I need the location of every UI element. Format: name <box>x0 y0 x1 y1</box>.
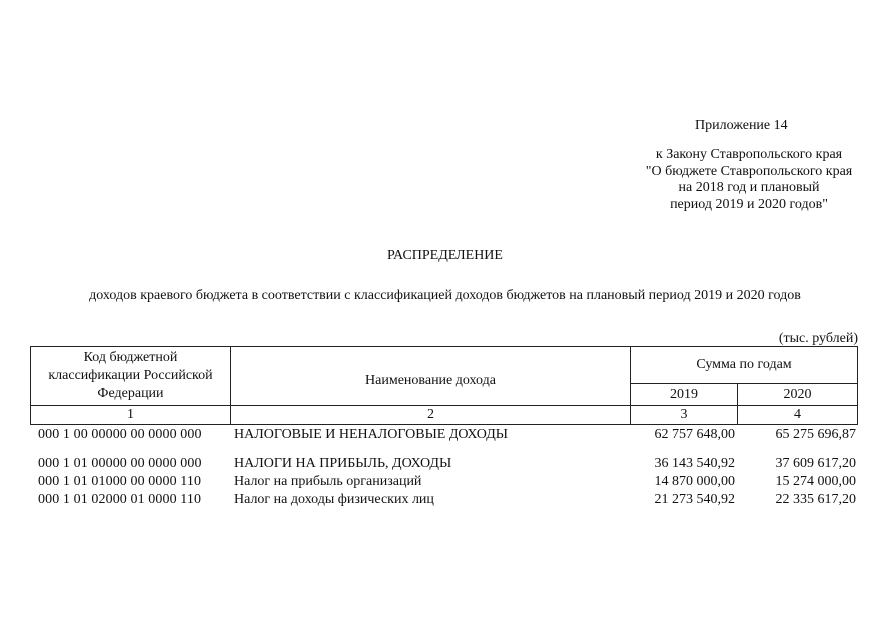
header-year-2020: 2020 <box>737 383 858 406</box>
law-line: на 2018 год и плановый <box>678 180 820 195</box>
units-label: (тыс. рублей) <box>778 331 858 346</box>
row-code: 000 1 01 00000 00 0000 000 <box>38 456 202 471</box>
row-value-2020: 65 275 696,87 <box>775 427 856 442</box>
table-row <box>30 427 858 445</box>
appendix-title: Приложение 14 <box>695 118 788 133</box>
row-value-2020: 22 335 617,20 <box>775 492 856 507</box>
colnum-1: 1 <box>30 405 231 425</box>
colnum-4: 4 <box>737 405 858 425</box>
row-name: НАЛОГИ НА ПРИБЫЛЬ, ДОХОДЫ <box>234 456 452 471</box>
row-value-2019: 62 757 648,00 <box>654 427 735 442</box>
law-reference <box>620 147 878 213</box>
header-code-line: Федерации <box>97 386 164 401</box>
law-line: к Закону Ставропольского края <box>655 147 843 162</box>
law-line: период 2019 и 2020 годов" <box>670 196 828 212</box>
header-code-line: классификации Российской <box>48 368 213 383</box>
row-name: НАЛОГОВЫЕ И НЕНАЛОГОВЫЕ ДОХОДЫ <box>234 427 508 442</box>
header-sum: Сумма по годам <box>630 346 858 384</box>
row-value-2020: 15 274 000,00 <box>775 474 856 489</box>
table-row <box>30 474 858 492</box>
header-name: Наименование дохода <box>230 346 631 406</box>
law-line: "О бюджете Ставропольского края <box>645 163 853 179</box>
header-code <box>30 346 231 406</box>
row-code: 000 1 00 00000 00 0000 000 <box>38 427 202 442</box>
header-year-2019: 2019 <box>630 383 738 406</box>
table-row <box>30 492 858 510</box>
document-subtitle: доходов краевого бюджета в соответствии с классификацией доходов бюджетов на плановый период 2019 и 2020 годов <box>89 288 801 303</box>
colnum-3: 3 <box>630 405 738 425</box>
row-value-2020: 37 609 617,20 <box>775 456 856 471</box>
table-row <box>30 456 858 474</box>
colnum-2: 2 <box>230 405 631 425</box>
row-value-2019: 21 273 540,92 <box>654 492 735 507</box>
row-name: Налог на прибыль организаций <box>234 474 422 489</box>
row-value-2019: 36 143 540,92 <box>654 456 735 471</box>
row-code: 000 1 01 02000 01 0000 110 <box>38 492 202 507</box>
row-value-2019: 14 870 000,00 <box>654 474 735 489</box>
header-code-line: Код бюджетной <box>83 350 178 365</box>
row-code: 000 1 01 01000 00 0000 110 <box>38 474 202 489</box>
row-name: Налог на доходы физических лиц <box>234 492 434 507</box>
document-title: РАСПРЕДЕЛЕНИЕ <box>387 248 503 263</box>
